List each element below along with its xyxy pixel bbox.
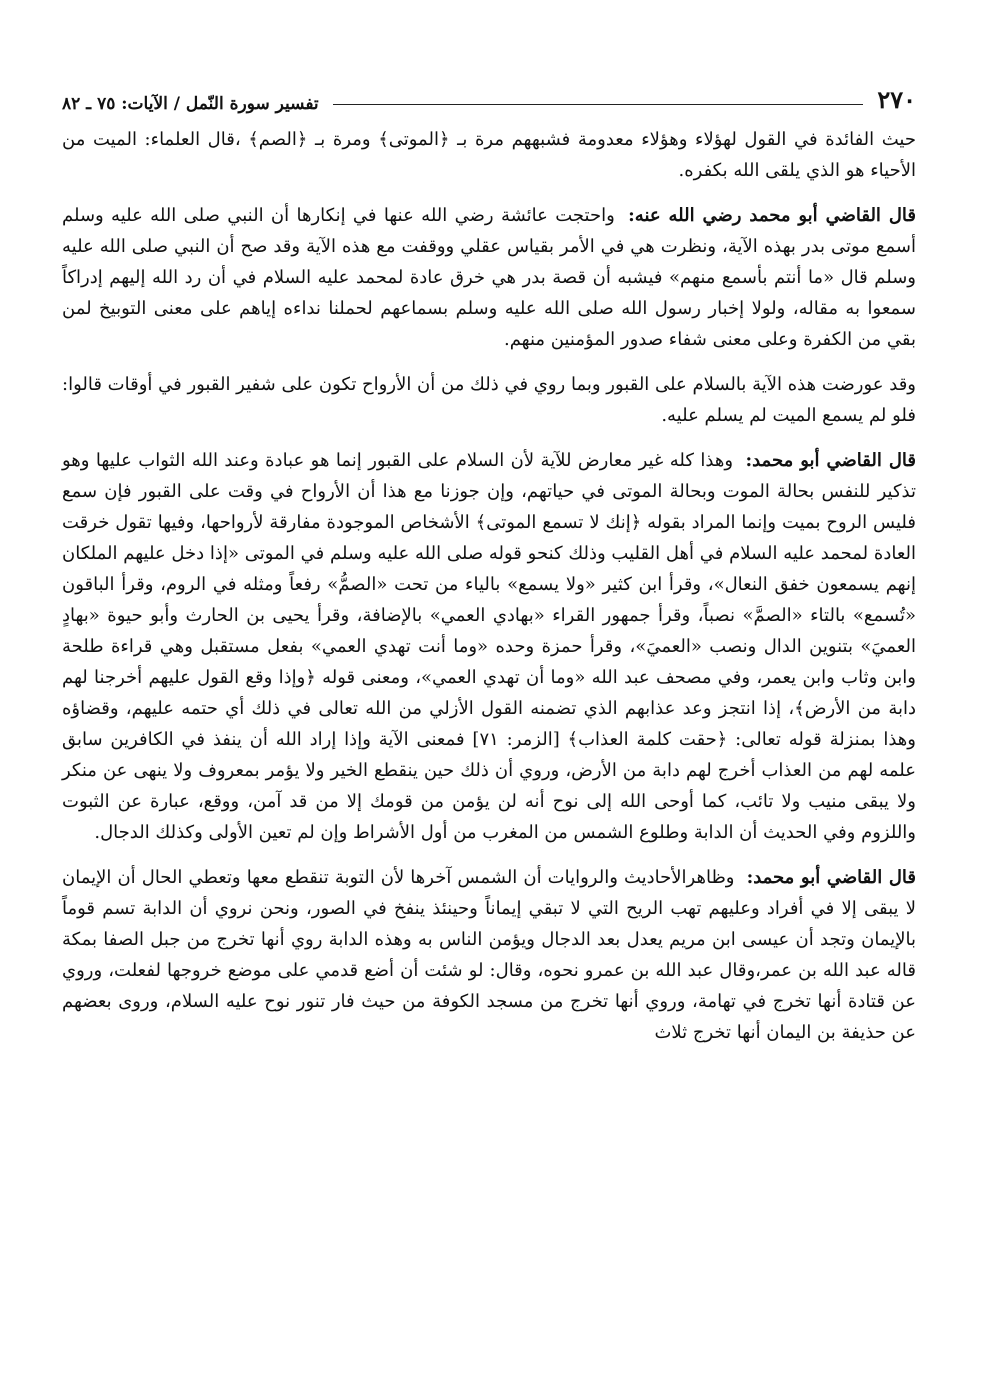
paragraph-1 <box>62 124 916 186</box>
paragraph-text: حيث الفائدة في القول لهؤلاء وهؤلاء معدومة فشبههم مرة بـ ﴿الموتى﴾ ومرة بـ ﴿الصم﴾ ،قال العلماء: الميت من الأحياء هو الذي يلقى الله بكفره. <box>62 129 916 181</box>
page-body <box>62 124 916 1062</box>
paragraph-text: وهذا كله غير معارض للآية لأن السلام على القبور إنما هو عبادة وعند الله الثواب عليها وهو تذكير للنفس بحالة الموت وبحالة الموتى في حياتهم، وإن جوزنا مع هذا أن الأرواح في وقت على القبور فإن سمع فليس الروح بميت وإنما المراد بقوله ﴿إنك لا تسمع الموتى﴾ الأشخاص الموجودة مفارقة لأرواحها، وفيها تقول خرقت العادة لمحمد عليه السلام في أهل القليب وذلك كنحو قوله صلى الله عليه وسلم في الموتى «إذا دخل عليهم الملكان إنهم يسمعون خفق النعال»، وقرأ ابن كثير «ولا يسمع» بالياء من تحت «الصمُّ» رفعاً ومثله في الروم، وقرأ الباقون «تُسمع» بالتاء «الصمَّ» نصباً، وقرأ جمهور القراء «بهادي العمي» بالإضافة، وقرأ يحيى بن الحارث وأبو حيوة «بهادٍ العميَ» بتنوين الدال ونصب «العميَ»، وقرأ حمزة وحده «وما أنت تهدي العمي» بفعل مستقبل وهي قراءة طلحة وابن وثاب وابن يعمر، وفي مصحف عبد الله «وما أن تهدي العمي»، ومعنى قوله ﴿وإذا وقع القول عليهم أخرجنا لهم دابة من الأرض﴾، إذا انتجز وعد عذابهم الذي تضمنه القول الأزلي من الله تعالى في ذلك أي حتمه عليهم، وقضاؤه وهذا بمنزلة قوله تعالى: ﴿حقت كلمة العذاب﴾ [الزمر: ٧١] فمعنى الآية وإذا إراد الله أن ينفذ في الكافرين سابق علمه لهم من العذاب أخرج لهم دابة من الأرض، وروي أن ذلك حين ينقطع الخير ولا يؤمر بمعروف ولا ينهى عن منكر ولا يبقى منيب ولا تائب، كما أوحى الله إلى نوح أنه لن يؤمن من قومك إلا من قد آمن، ووقع، عبارة عن الثبوت واللزوم وفي الحديث أن الدابة وطلوع الشمس من المغرب من أول الأشراط وإن لم تعين الأولى وكذلك الدجال. <box>62 450 916 843</box>
speaker-label: قال القاضي أبو محمد: <box>745 450 916 471</box>
page-number: ٢٧٠ <box>877 85 916 114</box>
paragraph-text: واحتجت عائشة رضي الله عنها في إنكارها أن النبي صلى الله عليه وسلم أسمع موتى بدر بهذه الآية، ونظرت هي في الأمر بقياس عقلي ووقفت مع هذه الآية وقد صح أن النبي صلى الله عليه وسلم قال «ما أنتم بأسمع منهم» فيشبه أن قصة بدر هي خرق عادة لمحمد عليه السلام في أن رد الله إليهم إدراكاً سمعوا به مقاله، ولولا إخبار رسول الله صلى الله عليه وسلم بسماعهم لحملنا نداءه إياهم على معنى التوبيخ لمن بقي من الكفرة وعلى معنى شفاء صدور المؤمنين منهم. <box>62 205 917 350</box>
page-header <box>62 80 916 114</box>
paragraph-text: وظاهرالأحاديث والروايات أن الشمس آخرها لأن التوبة تنقطع معها وتعطي الحال أن الإيمان لا يبقى إلا في أفراد وعليهم تهب الريح التي لا تبقي إيماناً وحينئذ ينفخ في الصور، ونحن نروي أن الدابة تسم قوماً بالإيمان وتجد أن عيسى ابن مريم يعدل بعد الدجال ويؤمن الناس به وهذه الدابة روي أنها تخرج من جبل الصفا بمكة قاله عبد الله بن عمر،وقال عبد الله بن عمرو نحوه، وقال: لو شئت أن أضع قدمي على موضع خروجها لفعلت، وروي عن قتادة أنها تخرج في تهامة، وروي أنها تخرج من مسجد الكوفة من حيث فار تنور نوح عليه السلام، وروى بعضهم عن حذيفة بن اليمان أنها تخرج ثلاث <box>62 867 916 1043</box>
running-title: تفسير سورة النّمل / الآيات: ٧٥ ـ ٨٢ <box>62 94 319 114</box>
header-divider <box>333 104 864 105</box>
paragraph-4 <box>62 445 916 848</box>
paragraph-2 <box>62 200 916 355</box>
paragraph-5 <box>62 862 916 1048</box>
speaker-label: قال القاضي أبو محمد: <box>746 867 916 888</box>
speaker-label: قال القاضي أبو محمد رضي الله عنه: <box>628 205 916 226</box>
paragraph-3 <box>62 369 916 431</box>
paragraph-text: وقد عورضت هذه الآية بالسلام على القبور وبما روي في ذلك من أن الأرواح تكون على شفير القبور في أوقات قالوا: فلو لم يسمع الميت لم يسلم عليه. <box>62 374 916 426</box>
